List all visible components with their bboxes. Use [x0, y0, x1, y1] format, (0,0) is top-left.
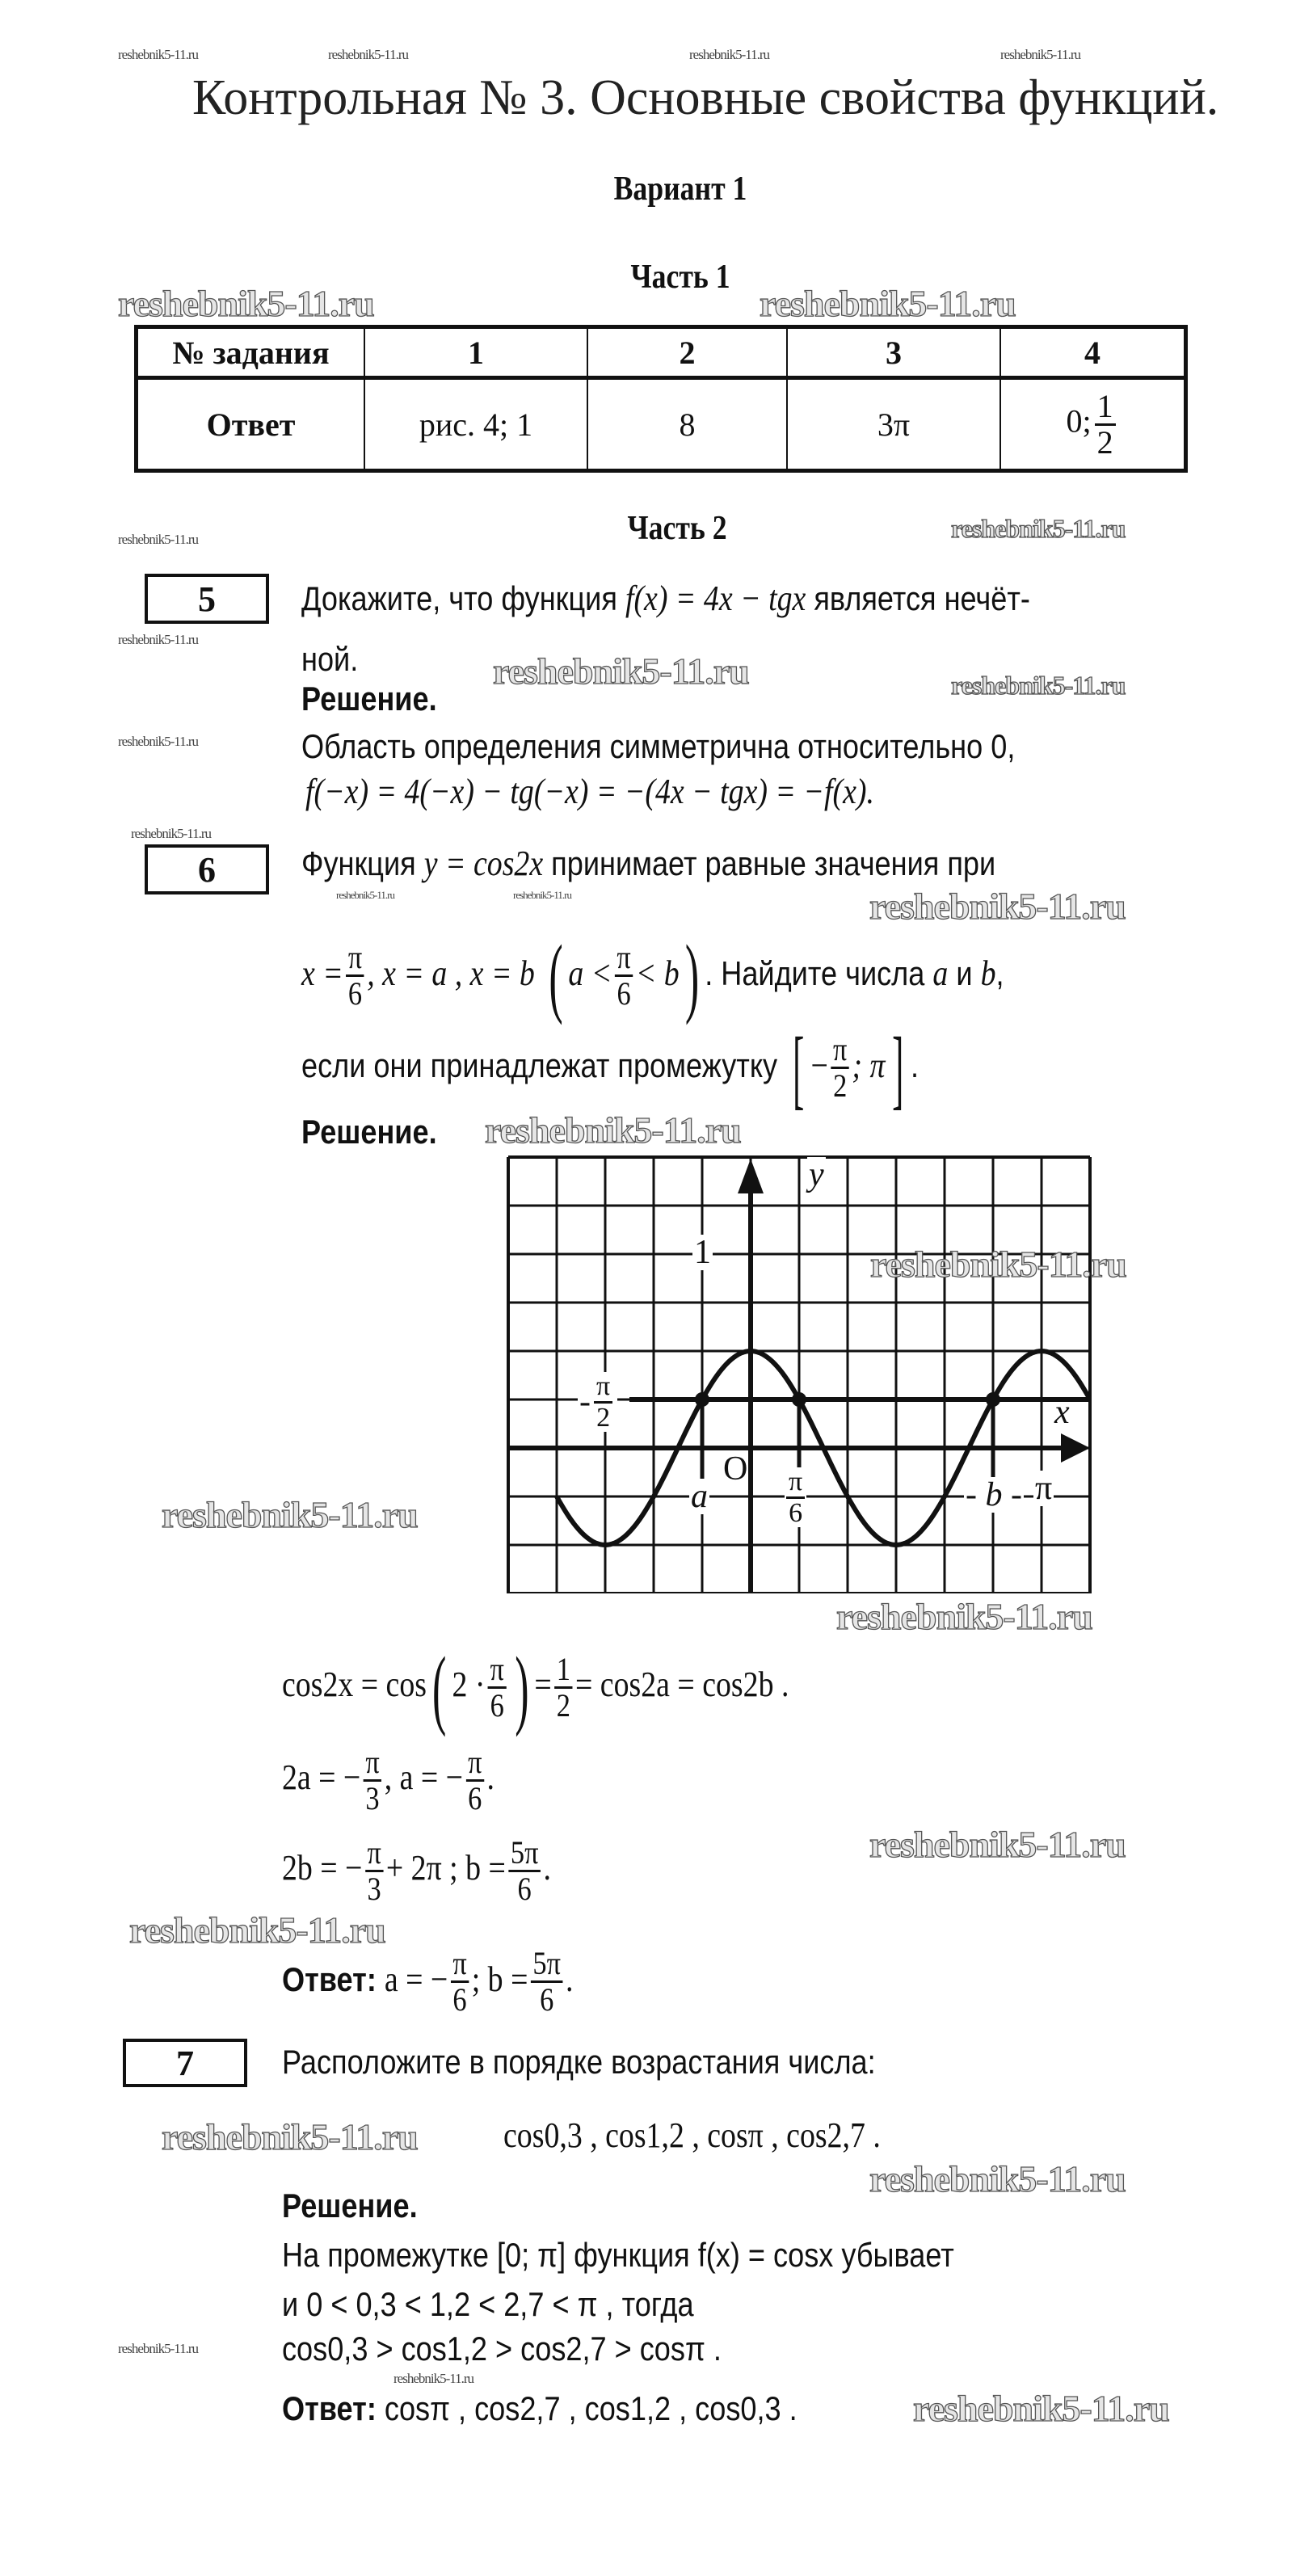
numerator: π [488, 1652, 507, 1689]
equation-3 [282, 1828, 551, 1909]
watermark: reshebnik5-11.ru [869, 1824, 1126, 1865]
formula: . [486, 1757, 494, 1797]
solution-label: Решение. [282, 2187, 418, 2225]
x-axis-label: x [1054, 1394, 1070, 1431]
y-axis-arrow [738, 1159, 764, 1193]
formula: = [534, 1665, 552, 1704]
answer-text: cosπ , cos2,7 , cos1,2 , cos0,3 . [384, 2389, 797, 2427]
formula: a < [568, 953, 612, 993]
numerator: 5π [508, 1836, 541, 1872]
solution-text: Область определения симметрична относительно 0, [301, 727, 1016, 765]
part2-heading: Часть 2 [627, 510, 727, 547]
numerator: π [451, 1947, 469, 1983]
answers-table [134, 325, 1188, 473]
denominator: 2 [1096, 423, 1113, 461]
numerator: π [364, 1745, 382, 1782]
answer-label: Ответ: [282, 2389, 377, 2427]
fraction [365, 1836, 384, 1906]
task-number-box: 5 [145, 574, 269, 624]
task-text: Докажите, что функция [301, 579, 617, 617]
denominator: 2 [596, 1402, 611, 1433]
x-axis-arrow [1061, 1433, 1090, 1463]
watermark: reshebnik5-11.ru [493, 650, 749, 692]
watermark: reshebnik5-11.ru [131, 826, 212, 841]
task-number-box: 7 [123, 2039, 247, 2087]
watermark: reshebnik5-11.ru [760, 283, 1016, 324]
numerator: 5π [531, 1947, 563, 1983]
watermark: reshebnik5-11.ru [118, 283, 374, 324]
watermark: reshebnik5-11.ru [336, 889, 394, 901]
fraction [488, 1652, 507, 1723]
table-header-cell: 2 [587, 327, 787, 378]
numerator: π [365, 1836, 384, 1872]
fraction [508, 1836, 541, 1906]
watermark: reshebnik5-11.ru [118, 2341, 199, 2356]
watermark: reshebnik5-11.ru [870, 1244, 1126, 1285]
watermark: reshebnik5-11.ru [1000, 47, 1081, 62]
task-text: и [956, 954, 973, 992]
watermark: reshebnik5-11.ru [162, 1494, 418, 1535]
formula: − [810, 1046, 829, 1085]
denominator: 3 [367, 1871, 381, 1908]
formula: f(x) = 4x − tgx [625, 579, 806, 618]
watermark: reshebnik5-11.ru [513, 889, 571, 901]
equation-2 [282, 1737, 494, 1818]
fraction [594, 1372, 612, 1432]
b-label: - b - [966, 1476, 1022, 1513]
task-text: . [910, 1046, 920, 1084]
fraction [531, 1947, 563, 2017]
fraction [1095, 389, 1116, 460]
task6-statement-line2: x = $\frac{\pi}{6}$ , x = a , x = b ( a < $\frac{\pi}{6}$ < b) . Найдите числа a и b, [301, 926, 1004, 1025]
task-text: если они принадлежат промежутку [301, 1046, 778, 1084]
watermark: reshebnik5-11.ru [328, 47, 409, 62]
watermark: reshebnik5-11.ru [951, 671, 1126, 700]
formula: 2b = − [282, 1848, 363, 1888]
numerator: π [594, 1372, 612, 1404]
watermark: reshebnik5-11.ru [118, 632, 199, 647]
denominator: 6 [789, 1497, 803, 1528]
denominator: 6 [540, 1981, 554, 2018]
fraction [466, 1745, 485, 1816]
formula: 2 · [452, 1665, 486, 1704]
denominator: 2 [556, 1687, 570, 1724]
numerator: π [831, 1033, 849, 1069]
watermark: reshebnik5-11.ru [951, 514, 1126, 543]
task-text: , [995, 954, 1004, 992]
fraction [554, 1652, 572, 1723]
task-text: . Найдите числа [705, 954, 925, 992]
numerator: π [786, 1467, 805, 1499]
fraction [364, 1745, 382, 1816]
watermark: reshebnik5-11.ru [913, 2388, 1169, 2429]
fraction [615, 941, 633, 1011]
numerator: 1 [1095, 389, 1116, 426]
solution-text: cos0,3 > cos1,2 > cos2,7 > cosπ . [282, 2330, 722, 2368]
table-header-cell: 3 [787, 327, 1000, 378]
y-axis-label: y [809, 1156, 824, 1193]
task6-statement-line3: если они принадлежат промежутку [ − $\frac{\pi}{2}$ ; π] . [301, 1018, 920, 1118]
formula: cos2x = cos [282, 1665, 427, 1704]
table-cell: рис. 4; 1 [364, 378, 587, 471]
answer-label: Ответ: [282, 1960, 377, 1998]
task5-statement-cont: ной. [301, 640, 359, 678]
solution-label: Решение. [301, 1113, 437, 1151]
equation-1: cos2x = cos( 2 · $\frac{\pi}{6}$ ) = $\frac{1}{2}$ = cos2a = cos2b . [282, 1638, 789, 1737]
solution-text: и 0 < 0,3 < 1,2 < 2,7 < π , тогда [282, 2285, 694, 2323]
task7-answer [282, 2389, 797, 2429]
table-header-cell: 1 [364, 327, 587, 378]
watermark: reshebnik5-11.ru [393, 2371, 474, 2386]
page-title: Контрольная № 3. Основные свойства функций. [192, 70, 1219, 125]
solution-label: Решение. [301, 680, 437, 718]
denominator: 3 [365, 1780, 380, 1817]
denominator: 6 [347, 975, 363, 1012]
watermark: reshebnik5-11.ru [689, 47, 770, 62]
numerator: 1 [554, 1652, 572, 1689]
formula: . [543, 1848, 551, 1888]
fraction [831, 1033, 849, 1103]
numerator: π [346, 941, 364, 977]
fraction [451, 1947, 469, 2017]
cos2x-graph [507, 1155, 1092, 1593]
table-cell: Ответ [137, 378, 365, 471]
origin-label: O [723, 1450, 748, 1488]
formula: , a = − [384, 1757, 464, 1797]
formula: b [980, 953, 996, 993]
task6-statement [301, 844, 995, 884]
denominator: 6 [490, 1687, 504, 1724]
answer-4-whole: 0; [1066, 402, 1092, 440]
numerator: π [615, 941, 633, 977]
table-header-cell: № задания [137, 327, 365, 378]
formula: + 2π ; b = [385, 1848, 506, 1888]
watermark: reshebnik5-11.ru [118, 734, 199, 749]
table-row [137, 378, 1186, 471]
y-one-label: 1 [694, 1234, 711, 1271]
table-cell [1000, 378, 1186, 471]
formula: ; π [852, 1046, 886, 1085]
part1-heading: Часть 1 [630, 259, 730, 296]
denominator: 6 [452, 1981, 467, 2018]
watermark: reshebnik5-11.ru [129, 1909, 385, 1951]
watermark: reshebnik5-11.ru [118, 47, 199, 62]
task-text: является нечёт- [814, 579, 1030, 617]
watermark: reshebnik5-11.ru [162, 2116, 418, 2157]
fraction [786, 1467, 805, 1527]
denominator: 2 [833, 1067, 848, 1105]
watermark: reshebnik5-11.ru [869, 2158, 1126, 2199]
table-cell: 8 [587, 378, 787, 471]
task-text: принимает равные значения при [551, 844, 996, 882]
formula: . [566, 1959, 574, 1999]
task5-statement [301, 579, 1030, 619]
formula: , x = a , x = b [367, 953, 535, 993]
fraction [346, 941, 364, 1011]
pi6-label [785, 1467, 806, 1527]
denominator: 6 [468, 1780, 482, 1817]
pi-label: π [1035, 1470, 1053, 1507]
formula: y = cos2x [423, 844, 544, 883]
minus-sign: - [579, 1383, 591, 1421]
watermark: reshebnik5-11.ru [836, 1596, 1092, 1637]
task7-statement: Расположите в порядке возрастания числа: [282, 2043, 876, 2081]
formula: a [932, 953, 949, 993]
denominator: 6 [517, 1871, 532, 1908]
solution-text: На промежутке [0; π] функция f(x) = cosx убывает [282, 2236, 954, 2274]
numerator: π [466, 1745, 485, 1782]
solution-formula: f(−x) = 4(−x) − tg(−x) = −(4x − tgx) = −f(x). [305, 772, 874, 811]
watermark: reshebnik5-11.ru [485, 1109, 741, 1151]
task-number-box: 6 [145, 844, 269, 894]
half-label [578, 1372, 617, 1432]
watermark: reshebnik5-11.ru [869, 886, 1126, 927]
formula: a = − [384, 1959, 448, 1999]
watermark: reshebnik5-11.ru [118, 532, 199, 547]
task7-numbers: cos0,3 , cos1,2 , cosπ , cos2,7 . [503, 2115, 881, 2155]
formula: x = [301, 953, 343, 993]
table-cell: 3π [787, 378, 1000, 471]
table-header-row [137, 327, 1186, 378]
a-label: a [691, 1478, 708, 1515]
table-header-cell: 4 [1000, 327, 1186, 378]
task-text: Функция [301, 844, 416, 882]
formula: ; b = [471, 1959, 528, 1999]
formula: 2a = − [282, 1757, 361, 1797]
formula: = cos2a = cos2b . [575, 1665, 789, 1704]
variant-heading: Вариант 1 [613, 170, 747, 208]
formula: < b [635, 953, 680, 993]
task6-answer [282, 1939, 573, 2020]
denominator: 6 [617, 975, 631, 1012]
